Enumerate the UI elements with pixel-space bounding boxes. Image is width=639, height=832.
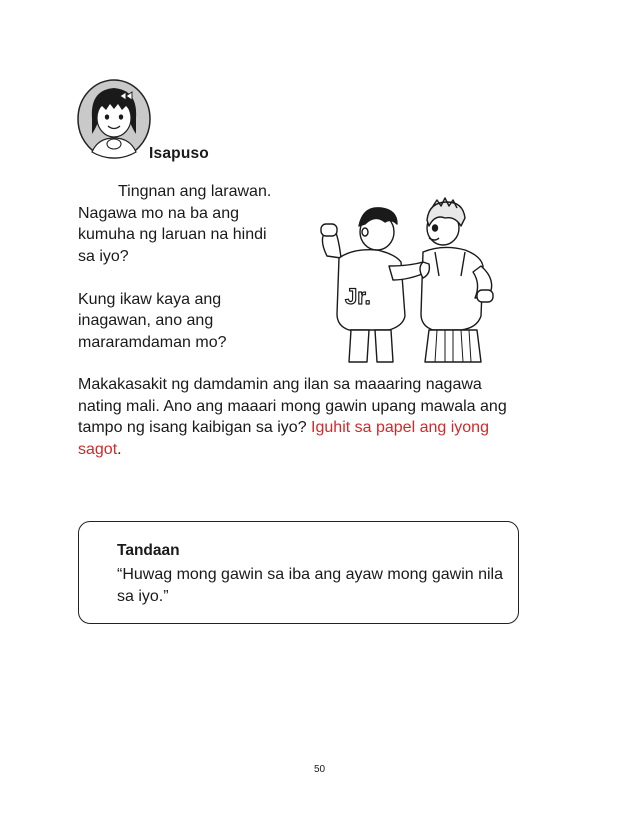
discussion-paragraph <box>78 374 518 460</box>
remember-box <box>78 521 519 624</box>
intro-line: Nagawa mo na ba ang <box>78 204 239 222</box>
girl-avatar-icon <box>76 78 152 160</box>
intro-line: sa iyo? <box>78 247 129 265</box>
intro-line: inagawan, ano ang <box>78 312 214 329</box>
paragraph-end: . <box>117 440 122 458</box>
intro-line: kumuha ng laruan na hindi <box>78 226 267 243</box>
intro-line: Tingnan ang larawan. <box>118 183 272 200</box>
remember-title: Tandaan <box>117 542 180 559</box>
intro-line: mararamdaman mo? <box>78 333 227 351</box>
boys-fighting-illustration <box>305 196 517 364</box>
shirt-logo: Jr. <box>345 284 371 309</box>
remember-quote: “Huwag mong gawin sa iba ang ayaw mong gawin nila sa iyo.” <box>117 566 503 605</box>
section-heading: Isapuso <box>149 145 209 162</box>
intro-line: Kung ikaw kaya ang <box>78 290 222 308</box>
page-number: 50 <box>313 764 326 775</box>
intro-text <box>78 181 318 353</box>
paragraph-text: Makakasakit ng damdamin ang ilan sa maaaring nagawa nating mali. Ano ang maaari mong gawin upang mawala ang tampo ng isang kaibigan sa iyo? <box>78 376 507 436</box>
drawing-instruction: Iguhit sa papel ang iyong sagot <box>78 419 489 458</box>
